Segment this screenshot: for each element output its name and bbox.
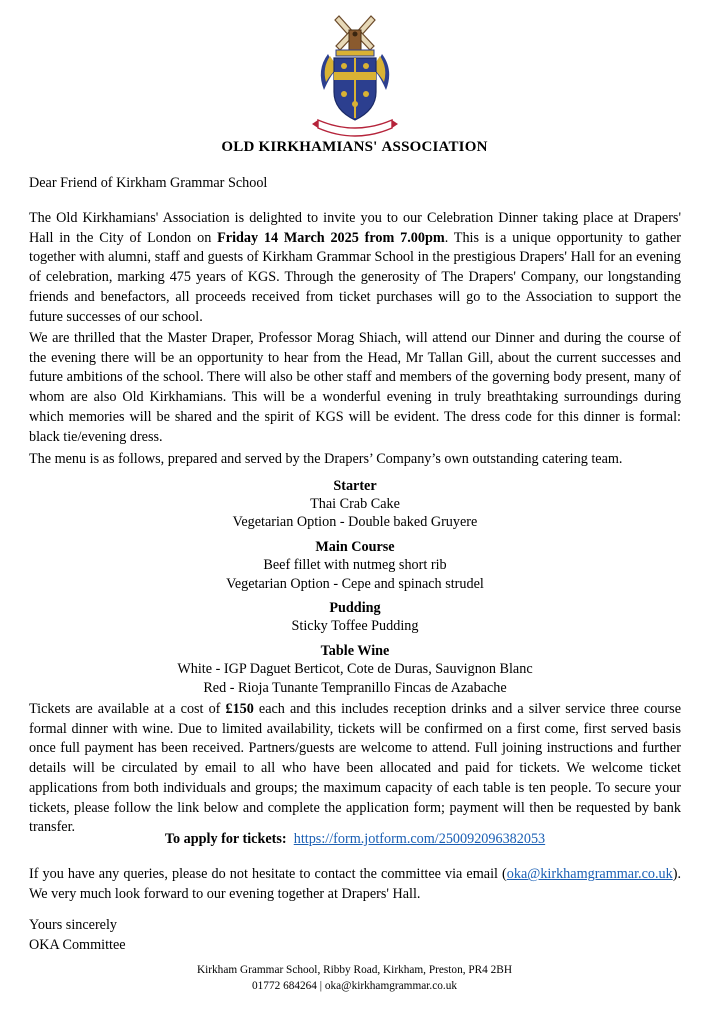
ticket-price: £150 xyxy=(225,701,254,717)
course-title: Pudding xyxy=(329,600,381,617)
paragraph-queries: If you have any queries, please do not hesitate to contact the committee via email (oka@kirkhamgrammar.co.uk). We very much look forward to our evening together at Drapers' Hall. xyxy=(29,866,681,902)
course-item: Sticky Toffee Pudding xyxy=(291,618,419,635)
signature: OKA Committee xyxy=(29,936,126,953)
paragraph-invitation: The Old Kirkhamians' Association is delighted to invite you to our Celebration Dinner taking place at Drapers' Hall in the City of London on Friday 14 March 2025 from 7.00pm. This is a unique opportunity to gather together with alumni, staff and guests of Kirkham Grammar School in the prestigious Drapers' Hall for an evening of celebration, marking 475 years of KGS. Through the generosity of The Drapers' Company, our longstanding friends and benefactors, all proceeds received from ticket purchases will go to the Association to support the future successes of our school. xyxy=(29,210,681,325)
footer xyxy=(0,963,709,994)
application-form-link[interactable]: https://form.jotform.com/250092096382053 xyxy=(293,831,546,847)
event-date: Friday 14 March 2025 from 7.00pm xyxy=(217,229,445,246)
menu-course-starter xyxy=(29,477,681,532)
course-item: Red - Rioja Tunante Tempranillo Fincas de Azabache xyxy=(203,679,507,696)
footer-contact: 01772 684264 | oka@kirkhamgrammar.co.uk xyxy=(252,979,457,992)
school-crest-logo xyxy=(306,10,404,138)
paragraph-guests: We are thrilled that the Master Draper, Professor Morag Shiach, will attend our Dinner and during the course of the evening there will be an opportunity to hear from the Head, Mr Tallan Gill, about the current successes and future ambitions of the school. There will also be other staff and members of the governing body present, many of whom are also Old Kirkhamians. This will be a wonderful evening in truly breathtaking surroundings during which memories will be shared and the spirit of KGS will be evident. The dress code for this dinner is formal: black tie/evening dress. xyxy=(29,330,681,445)
closing: Yours sincerely xyxy=(29,917,118,933)
course-item: Thai Crab Cake xyxy=(310,496,400,513)
course-item: Vegetarian Option - Double baked Gruyere xyxy=(232,514,478,531)
course-item: Vegetarian Option - Cepe and spinach strudel xyxy=(226,575,484,592)
contact-email-link[interactable]: oka@kirkhamgrammar.co.uk xyxy=(506,866,673,882)
course-title: Table Wine xyxy=(320,643,390,660)
apply-line xyxy=(29,831,681,848)
sign-off xyxy=(29,916,126,955)
course-item: White - IGP Daguet Berticot, Cote de Duras, Sauvignon Blanc xyxy=(177,661,533,678)
menu-course-wine xyxy=(29,642,681,697)
greeting: Dear Friend of Kirkham Grammar School xyxy=(29,175,268,191)
association-heading: OLD KIRKHAMIANS' ASSOCIATION xyxy=(221,139,488,155)
course-item: Beef fillet with nutmeg short rib xyxy=(263,557,447,574)
course-title: Main Course xyxy=(315,539,395,556)
footer-address: Kirkham Grammar School, Ribby Road, Kirkham, Preston, PR4 2BH xyxy=(196,964,513,976)
menu-course-pudding xyxy=(29,599,681,635)
dinner-menu xyxy=(29,477,681,703)
apply-label: To apply for tickets: xyxy=(164,831,287,847)
menu-course-main xyxy=(29,538,681,593)
paragraph-menu-intro: The menu is as follows, prepared and served by the Drapers’ Company’s own outstanding catering team. xyxy=(29,451,623,467)
paragraph-tickets: Tickets are available at a cost of £150 each and this includes reception drinks and a silver service three course formal dinner with wine. Due to limited availability, tickets will be confirmed on a first come, first served basis once full payment has been received. Partners/guests are welcome to attend. Full joining instructions and further details will be circulated by email to all who have been allocated and paid for tickets. We welcome ticket applications from both individuals and groups; the maximum capacity of each table is ten people. To secure your tickets, please follow the link below and complete the application form; payment will then be requested by bank transfer. xyxy=(29,701,681,836)
course-title: Starter xyxy=(333,478,377,494)
